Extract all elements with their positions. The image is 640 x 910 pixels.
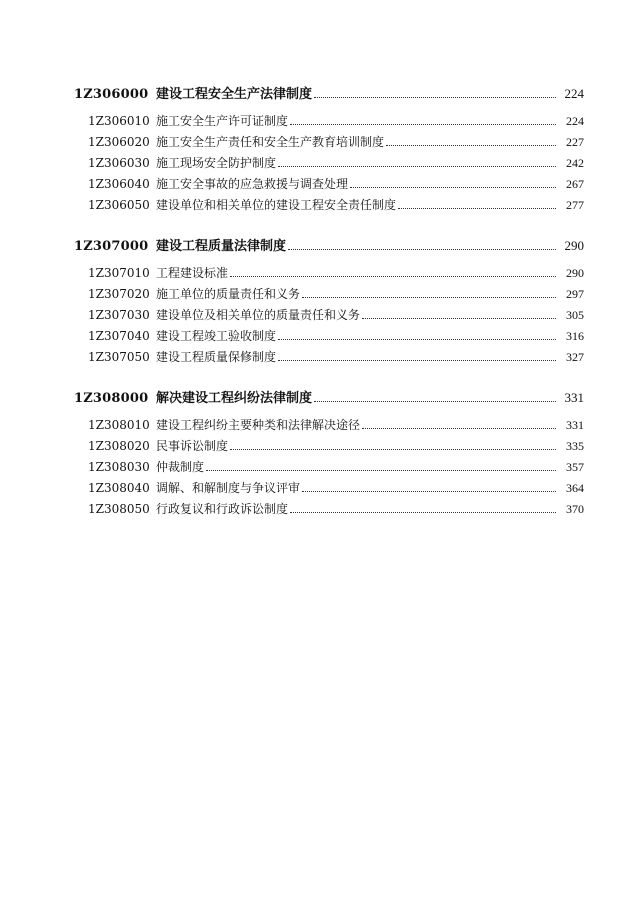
toc-entry[interactable]	[74, 154, 584, 175]
entry-title: 仲裁制度	[156, 460, 205, 474]
chapter-code: 1Z308000	[74, 391, 149, 406]
entry-title: 施工单位的质量责任和义务	[156, 287, 301, 301]
chapter-code: 1Z306000	[74, 87, 149, 102]
entry-title: 建设工程纠纷主要种类和法律解决途径	[156, 418, 361, 432]
toc-chapter-1z308000	[74, 387, 584, 521]
dot-leader	[278, 360, 556, 361]
chapter-code: 1Z307000	[74, 239, 149, 254]
entry-title: 施工安全生产责任和安全生产教育培训制度	[156, 135, 385, 149]
toc-entry[interactable]	[74, 285, 584, 306]
entry-page-number: 297	[566, 287, 584, 301]
chapter-heading-row[interactable]	[74, 83, 584, 103]
chapter-title: 建设工程安全生产法律制度	[156, 87, 313, 102]
toc-entry[interactable]	[74, 264, 584, 285]
toc-entry[interactable]	[74, 416, 584, 437]
chapter-heading-row[interactable]	[74, 235, 584, 255]
dot-leader	[206, 470, 556, 471]
toc-entry[interactable]	[74, 196, 584, 217]
table-of-contents	[74, 83, 584, 539]
dot-leader	[386, 145, 556, 146]
entry-code: 1Z307010	[88, 266, 150, 280]
chapter-heading-row[interactable]	[74, 387, 584, 407]
entry-code: 1Z307020	[88, 287, 150, 301]
entry-code: 1Z308010	[88, 418, 150, 432]
entry-code: 1Z308020	[88, 439, 150, 453]
entry-page-number: 316	[566, 329, 584, 343]
toc-entry[interactable]	[74, 479, 584, 500]
chapter-title: 建设工程质量法律制度	[156, 239, 287, 254]
entry-title: 建设工程质量保修制度	[156, 350, 277, 364]
toc-entry[interactable]	[74, 112, 584, 133]
entry-page-number: 227	[566, 135, 584, 149]
entry-title: 施工现场安全防护制度	[156, 156, 277, 170]
entry-page-number: 224	[566, 114, 584, 128]
entry-page-number: 364	[566, 481, 584, 495]
toc-entry[interactable]	[74, 306, 584, 327]
toc-chapter-1z306000	[74, 83, 584, 217]
dot-leader	[302, 297, 556, 298]
entry-title: 施工安全事故的应急救援与调查处理	[156, 177, 349, 191]
toc-entry[interactable]	[74, 327, 584, 348]
entry-code: 1Z308030	[88, 460, 150, 474]
entry-page-number: 370	[566, 502, 584, 516]
entry-title: 建设工程竣工验收制度	[156, 329, 277, 343]
entry-code: 1Z306040	[88, 177, 150, 191]
chapter-page-number: 290	[564, 238, 584, 253]
entry-title: 工程建设标准	[156, 266, 229, 280]
entry-code: 1Z307030	[88, 308, 150, 322]
dot-leader	[230, 449, 556, 450]
entry-code: 1Z306010	[88, 114, 150, 128]
entry-code: 1Z306050	[88, 198, 150, 212]
chapter-page-number: 224	[564, 86, 584, 101]
entry-code: 1Z306020	[88, 135, 150, 149]
entry-page-number: 267	[566, 177, 584, 191]
entry-title: 行政复议和行政诉讼制度	[156, 502, 289, 516]
entry-title: 民事诉讼制度	[156, 439, 229, 453]
dot-leader	[278, 339, 556, 340]
entry-page-number: 242	[566, 156, 584, 170]
entry-title: 施工安全生产许可证制度	[156, 114, 289, 128]
entry-title: 建设单位和相关单位的建设工程安全责任制度	[156, 198, 397, 212]
dot-leader	[290, 512, 556, 513]
entry-page-number: 290	[566, 266, 584, 280]
dot-leader	[398, 208, 556, 209]
entry-title: 建设单位及相关单位的质量责任和义务	[156, 308, 361, 322]
entry-page-number: 357	[566, 460, 584, 474]
toc-chapter-1z307000	[74, 235, 584, 369]
dot-leader	[314, 401, 556, 402]
dot-leader	[362, 318, 556, 319]
toc-entry[interactable]	[74, 437, 584, 458]
entry-code: 1Z308040	[88, 481, 150, 495]
toc-entry[interactable]	[74, 175, 584, 196]
entry-code: 1Z307050	[88, 350, 150, 364]
toc-entry[interactable]	[74, 500, 584, 521]
dot-leader	[350, 187, 556, 188]
dot-leader	[290, 124, 556, 125]
toc-entry[interactable]	[74, 133, 584, 154]
dot-leader	[302, 491, 556, 492]
entry-page-number: 327	[566, 350, 584, 364]
entry-code: 1Z307040	[88, 329, 150, 343]
dot-leader	[314, 97, 556, 98]
entry-page-number: 331	[566, 418, 584, 432]
entry-page-number: 277	[566, 198, 584, 212]
entry-title: 调解、和解制度与争议评审	[156, 481, 301, 495]
entry-page-number: 335	[566, 439, 584, 453]
entry-code: 1Z308050	[88, 502, 150, 516]
dot-leader	[230, 276, 556, 277]
entry-page-number: 305	[566, 308, 584, 322]
dot-leader	[362, 428, 556, 429]
toc-entry[interactable]	[74, 458, 584, 479]
chapter-title: 解决建设工程纠纷法律制度	[156, 391, 313, 406]
dot-leader	[278, 166, 556, 167]
chapter-page-number: 331	[564, 390, 584, 405]
dot-leader	[288, 249, 556, 250]
entry-code: 1Z306030	[88, 156, 150, 170]
toc-entry[interactable]	[74, 348, 584, 369]
